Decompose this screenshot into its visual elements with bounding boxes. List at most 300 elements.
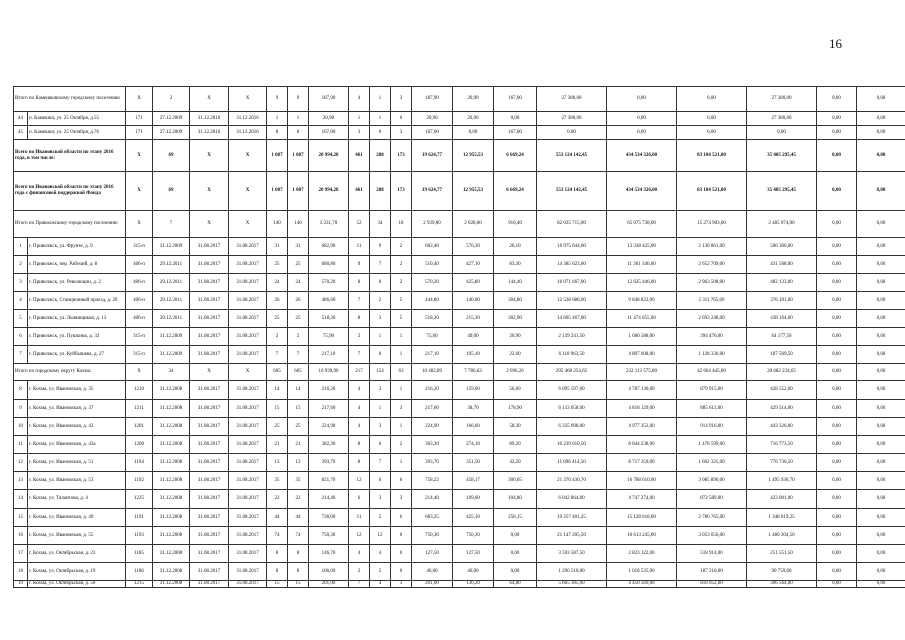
table-row bbox=[14, 454, 905, 472]
address-cell: г. Приволжск, ул. Куйбышева, д. 27 bbox=[28, 346, 126, 364]
value-cell: 16 071 667,00 bbox=[537, 274, 607, 292]
value-cell: 2 693 248,00 bbox=[677, 310, 747, 328]
value-cell: 0,00 bbox=[857, 126, 905, 140]
group-label-cell: Итого по городскому округу Кохма: bbox=[14, 364, 126, 381]
value-cell: 8 bbox=[288, 126, 309, 140]
value-cell: 910,40 bbox=[494, 211, 537, 238]
value-cell: 178,90 bbox=[494, 400, 537, 418]
value-cell: 56,60 bbox=[494, 381, 537, 400]
value-cell: 159,60 bbox=[453, 381, 494, 400]
value-cell: 13 338 425,00 bbox=[607, 238, 677, 256]
value-cell: 0,00 bbox=[817, 87, 857, 112]
value-cell: 0,00 bbox=[857, 418, 905, 436]
value-cell: 27.12.2009 bbox=[153, 126, 190, 140]
value-cell: 506 360,00 bbox=[747, 238, 817, 256]
value-cell: 0,00 bbox=[857, 328, 905, 346]
value-cell: 136,20 bbox=[453, 581, 494, 588]
value-cell: 31.08.2017 bbox=[190, 509, 229, 527]
value-cell: 15 bbox=[267, 581, 288, 588]
value-cell: 20 682 234,65 bbox=[747, 364, 817, 381]
value-cell: 31.08.2017 bbox=[190, 490, 229, 509]
value-cell: 2 bbox=[391, 256, 412, 274]
value-cell: 7 bbox=[267, 346, 288, 364]
value-cell: 3 231,70 bbox=[309, 211, 349, 238]
value-cell: 10 239 610,50 bbox=[537, 436, 607, 454]
value-cell: 1 087 bbox=[288, 140, 309, 172]
value-cell: 31.08.2017 bbox=[229, 581, 267, 588]
address-cell: г. Кохма, ул. Октябрьская, д. 23 bbox=[28, 545, 126, 563]
value-cell: 201,00 bbox=[309, 581, 349, 588]
value-cell: Х bbox=[190, 211, 229, 238]
value-cell: 0,00 bbox=[817, 400, 857, 418]
value-cell: 35 bbox=[267, 472, 288, 490]
value-cell: 0,00 bbox=[817, 292, 857, 310]
value-cell: 0,00 bbox=[817, 381, 857, 400]
address-cell: г. Приволжск, ул. Льнянщиков, д. 13 bbox=[28, 310, 126, 328]
value-cell: 288 bbox=[370, 140, 391, 172]
value-cell: 26 bbox=[288, 292, 309, 310]
value-cell: 31.08.2017 bbox=[229, 509, 267, 527]
value-cell: 0 bbox=[391, 112, 412, 126]
value-cell: 438 164,00 bbox=[747, 310, 817, 328]
value-cell: 224,90 bbox=[412, 418, 453, 436]
value-cell: 6 669,24 bbox=[494, 172, 537, 211]
value-cell: 31.08.2017 bbox=[229, 436, 267, 454]
value-cell: 0,00 bbox=[607, 126, 677, 140]
value-cell: 106,00 bbox=[309, 563, 349, 581]
value-cell: 11 bbox=[349, 509, 370, 527]
value-cell: 19 624,77 bbox=[412, 140, 453, 172]
value-cell: 7 786,63 bbox=[453, 364, 494, 381]
value-cell: 29.12.2011 bbox=[153, 256, 190, 274]
group-label-cell: Итого по Приволжскому городскому поселению bbox=[14, 211, 126, 238]
value-cell: 217,10 bbox=[309, 346, 349, 364]
value-cell: 46,00 bbox=[453, 563, 494, 581]
value-cell: 3 bbox=[370, 490, 391, 509]
value-cell: 776 730,50 bbox=[747, 454, 817, 472]
value-cell: 0,00 bbox=[817, 112, 857, 126]
value-cell: 31.12.2008 bbox=[153, 418, 190, 436]
value-cell: 2 bbox=[267, 328, 288, 346]
value-cell: 49,00 bbox=[453, 328, 494, 346]
value-cell: 31.12.2008 bbox=[153, 454, 190, 472]
value-cell: 31.08.2017 bbox=[229, 256, 267, 274]
value-cell: 140 bbox=[288, 211, 309, 238]
value-cell: 1186 bbox=[126, 563, 153, 581]
value-cell: Х bbox=[190, 140, 229, 172]
value-cell: 46,00 bbox=[412, 563, 453, 581]
value-cell: 482 133,00 bbox=[747, 274, 817, 292]
row-number-cell: 45 bbox=[14, 126, 28, 140]
value-cell: 31.08.2017 bbox=[190, 527, 229, 545]
address-cell: г. Приволжск, ул. Фрунзе, д. 9 bbox=[28, 238, 126, 256]
value-cell: 75,00 bbox=[412, 328, 453, 346]
value-cell: 9 bbox=[349, 256, 370, 274]
value-cell: 0,00 bbox=[817, 238, 857, 256]
value-cell: 167,00 bbox=[309, 126, 349, 140]
value-cell: 818 052,00 bbox=[677, 581, 747, 588]
value-cell: 1210 bbox=[126, 381, 153, 400]
value-cell: 0,00 bbox=[817, 418, 857, 436]
value-cell: 0 bbox=[370, 126, 391, 140]
value-cell: 393,70 bbox=[412, 454, 453, 472]
value-cell: 0,00 bbox=[857, 238, 905, 256]
value-cell: 428 552,00 bbox=[747, 381, 817, 400]
address-cell: г. Приволжск, пер. Рабочий, д. 8 bbox=[28, 256, 126, 274]
value-cell: 6 bbox=[370, 472, 391, 490]
value-cell: 0,00 bbox=[494, 527, 537, 545]
value-cell: 6 335 098,00 bbox=[537, 418, 607, 436]
address-cell: г. Приволжск, ул. Пушкина, д. 32 bbox=[28, 328, 126, 346]
value-cell: 2 bbox=[370, 563, 391, 581]
row-number-cell: 12 bbox=[14, 454, 28, 472]
value-cell: 1 bbox=[391, 328, 412, 346]
value-cell: 4 bbox=[349, 381, 370, 400]
value-cell: 2 963 508,00 bbox=[677, 274, 747, 292]
value-cell: 1191 bbox=[126, 509, 153, 527]
row-number-cell: 13 bbox=[14, 472, 28, 490]
value-cell: 11 301 346,00 bbox=[607, 256, 677, 274]
value-cell: 31.08.2017 bbox=[229, 400, 267, 418]
value-cell: 2 bbox=[153, 87, 190, 112]
value-cell: 21 bbox=[267, 436, 288, 454]
value-cell: 300,05 bbox=[494, 472, 537, 490]
value-cell: 605 bbox=[288, 364, 309, 381]
value-cell: 166,60 bbox=[453, 418, 494, 436]
value-cell: 15 bbox=[267, 400, 288, 418]
value-cell: 0,00 bbox=[857, 112, 905, 126]
value-cell: 171 bbox=[126, 126, 153, 140]
value-cell: 167,00 bbox=[412, 126, 453, 140]
value-cell: 44 bbox=[288, 509, 309, 527]
value-cell: 0,00 bbox=[494, 545, 537, 563]
value-cell: 3 085 890,00 bbox=[677, 472, 747, 490]
table-row bbox=[14, 436, 905, 454]
value-cell: 16 613 245,00 bbox=[607, 527, 677, 545]
value-cell: 31.12.2008 bbox=[153, 563, 190, 581]
value-cell: 127,50 bbox=[453, 545, 494, 563]
value-cell: 1201 bbox=[126, 418, 153, 436]
value-cell: 1194 bbox=[126, 454, 153, 472]
value-cell: 42 664 445,00 bbox=[677, 364, 747, 381]
value-cell: 25 bbox=[267, 310, 288, 328]
value-cell: 31.12.2008 bbox=[153, 472, 190, 490]
value-cell: 8 bbox=[288, 563, 309, 581]
table-row bbox=[14, 563, 905, 581]
value-cell: 201,00 bbox=[412, 581, 453, 588]
value-cell: 0,00 bbox=[857, 364, 905, 381]
value-cell: 16 975 644,00 bbox=[537, 238, 607, 256]
value-cell: 5 bbox=[370, 509, 391, 527]
value-cell: 2 bbox=[391, 274, 412, 292]
value-cell: 27.12.2009 bbox=[153, 112, 190, 126]
value-cell: 5 bbox=[391, 292, 412, 310]
value-cell: 0,00 bbox=[857, 292, 905, 310]
value-cell: 0,00 bbox=[817, 563, 857, 581]
group-label-cell: Итого по Камешковскому городскому поселению bbox=[14, 87, 126, 112]
value-cell: Х bbox=[229, 364, 267, 381]
value-cell: 10 482,89 bbox=[412, 364, 453, 381]
value-cell: Х bbox=[126, 87, 153, 112]
value-cell: 0 bbox=[391, 527, 412, 545]
value-cell: Х bbox=[126, 172, 153, 211]
value-cell: 3 bbox=[391, 400, 412, 418]
table-row bbox=[14, 418, 905, 436]
value-cell: 9 bbox=[370, 238, 391, 256]
value-cell: 0 bbox=[391, 545, 412, 563]
value-cell: Х bbox=[229, 87, 267, 112]
value-cell: 0,00 bbox=[817, 328, 857, 346]
value-cell: 2 696,26 bbox=[494, 364, 537, 381]
total-row bbox=[14, 140, 905, 172]
value-cell: 25 bbox=[267, 418, 288, 436]
address-cell: г. Приволжск, ул. Революции, д. 2 bbox=[28, 274, 126, 292]
address-cell: п. Камешки, ул. 25 Октября, д.76 bbox=[28, 126, 126, 140]
value-cell: 27 380,00 bbox=[537, 87, 607, 112]
value-cell: 3 593 587,50 bbox=[537, 545, 607, 563]
value-cell: 7 bbox=[288, 346, 309, 364]
value-cell: 31.08.2017 bbox=[229, 292, 267, 310]
value-cell: 31.08.2017 bbox=[190, 328, 229, 346]
value-cell: 140,00 bbox=[453, 292, 494, 310]
value-cell: 12 955,53 bbox=[453, 172, 494, 211]
value-cell: 104,80 bbox=[494, 490, 537, 509]
value-cell: 20,90 bbox=[453, 87, 494, 112]
value-cell: 9 bbox=[267, 87, 288, 112]
value-cell: 576,30 bbox=[453, 238, 494, 256]
value-cell: 1193 bbox=[126, 527, 153, 545]
value-cell: 1 bbox=[391, 418, 412, 436]
value-cell: 20,90 bbox=[453, 112, 494, 126]
address-cell: г. Кохма, ул. Октябрьская, д. 50 bbox=[28, 581, 126, 588]
value-cell: 1192 bbox=[126, 472, 153, 490]
value-cell: 187 569,50 bbox=[747, 346, 817, 364]
address-cell: г. Кохма, ул. Ивановская, д. 35 bbox=[28, 381, 126, 400]
value-cell: 382,30 bbox=[309, 436, 349, 454]
value-cell: 3 bbox=[370, 310, 391, 328]
value-cell: Х bbox=[126, 364, 153, 381]
value-cell: 63 bbox=[391, 364, 412, 381]
value-cell: 31.08.2017 bbox=[190, 545, 229, 563]
value-cell: 31.08.2017 bbox=[190, 256, 229, 274]
value-cell: 29.12.2011 bbox=[153, 274, 190, 292]
value-cell: 31.08.2017 bbox=[190, 436, 229, 454]
value-cell: 31.08.2017 bbox=[190, 292, 229, 310]
table-row bbox=[14, 238, 905, 256]
row-number-cell: 9 bbox=[14, 400, 28, 418]
value-cell: 602,40 bbox=[412, 238, 453, 256]
value-cell: 394 476,00 bbox=[677, 328, 747, 346]
value-cell: 187,90 bbox=[412, 87, 453, 112]
value-cell: 0,00 bbox=[857, 211, 905, 238]
row-number-cell: 14 bbox=[14, 490, 28, 509]
row-number-cell: 5 bbox=[14, 310, 28, 328]
value-cell: 2 bbox=[391, 238, 412, 256]
value-cell: 31.08.2017 bbox=[190, 238, 229, 256]
value-cell: 683,25 bbox=[412, 509, 453, 527]
value-cell: 8 bbox=[267, 563, 288, 581]
value-cell: 4 bbox=[349, 545, 370, 563]
value-cell: 393,70 bbox=[309, 454, 349, 472]
value-cell: 0,00 bbox=[537, 126, 607, 140]
value-cell: 0,00 bbox=[817, 364, 857, 381]
table-row bbox=[14, 328, 905, 346]
subtotal-row bbox=[14, 364, 905, 381]
value-cell: 82 035 715,00 bbox=[537, 211, 607, 238]
value-cell: 605 bbox=[267, 364, 288, 381]
value-cell: 0,00 bbox=[747, 126, 817, 140]
value-cell: 302,90 bbox=[494, 310, 537, 328]
value-cell: 510,40 bbox=[412, 256, 453, 274]
value-cell: 5 bbox=[391, 310, 412, 328]
value-cell: 31.12.2009 bbox=[153, 346, 190, 364]
row-number-cell: 16 bbox=[14, 527, 28, 545]
address-cell: г. Кохма, ул. Ивановская, д. 37 bbox=[28, 400, 126, 418]
value-cell: 5 665 185,00 bbox=[537, 581, 607, 588]
value-cell: 6 042 864,00 bbox=[537, 490, 607, 509]
row-number-cell: 15 bbox=[14, 509, 28, 527]
value-cell: 31.12.2008 bbox=[153, 581, 190, 588]
value-cell: 1 495 930,70 bbox=[747, 472, 817, 490]
value-cell: 31.08.2017 bbox=[229, 472, 267, 490]
value-cell: 140 bbox=[267, 211, 288, 238]
value-cell: 1 bbox=[370, 400, 391, 418]
value-cell: 1 480 304,50 bbox=[747, 527, 817, 545]
value-cell: 232 113 575,00 bbox=[607, 364, 677, 381]
value-cell: 7 bbox=[349, 292, 370, 310]
value-cell: 716 773,50 bbox=[747, 436, 817, 454]
value-cell: 2 485 074,00 bbox=[747, 211, 817, 238]
row-number-cell: 19 bbox=[14, 581, 28, 588]
value-cell: 570,20 bbox=[412, 274, 453, 292]
value-cell: 8 044 238,00 bbox=[607, 436, 677, 454]
total-row bbox=[14, 172, 905, 211]
table-row bbox=[14, 256, 905, 274]
value-cell: 21 370 430,70 bbox=[537, 472, 607, 490]
value-cell: 7 bbox=[349, 581, 370, 588]
row-number-cell: 1 bbox=[14, 238, 28, 256]
value-cell: 35 405 295,45 bbox=[747, 172, 817, 211]
value-cell: 425,10 bbox=[453, 509, 494, 527]
value-cell: 444,80 bbox=[412, 292, 453, 310]
value-cell: 0,00 bbox=[857, 545, 905, 563]
value-cell: 0,00 bbox=[817, 346, 857, 364]
value-cell: 31.08.2017 bbox=[229, 490, 267, 509]
value-cell: 31.12.2009 bbox=[153, 238, 190, 256]
value-cell: 25 bbox=[288, 256, 309, 274]
row-number-cell: 18 bbox=[14, 563, 28, 581]
value-cell: 83 184 521,00 bbox=[677, 140, 747, 172]
value-cell: 425,80 bbox=[453, 274, 494, 292]
value-cell: 8 bbox=[349, 454, 370, 472]
value-cell: 31.08.2017 bbox=[190, 381, 229, 400]
value-cell: 0,00 bbox=[857, 436, 905, 454]
value-cell: 1 bbox=[391, 346, 412, 364]
value-cell: 682,90 bbox=[309, 238, 349, 256]
value-cell: Х bbox=[229, 172, 267, 211]
value-cell: 1 087 bbox=[288, 172, 309, 211]
value-cell: 406-п bbox=[126, 292, 153, 310]
value-cell: 15 274 903,00 bbox=[677, 211, 747, 238]
value-cell: 187 216,00 bbox=[677, 563, 747, 581]
value-cell: 173 bbox=[391, 172, 412, 211]
value-cell: 315-п bbox=[126, 238, 153, 256]
value-cell: 6 118 963,50 bbox=[537, 346, 607, 364]
value-cell: 429 314,00 bbox=[747, 400, 817, 418]
value-cell: 396 564,00 bbox=[747, 581, 817, 588]
value-cell: 4 807 608,00 bbox=[607, 346, 677, 364]
value-cell: 0,00 bbox=[817, 211, 857, 238]
value-cell: 31.08.2017 bbox=[229, 238, 267, 256]
value-cell: 288 bbox=[370, 172, 391, 211]
value-cell: 22 bbox=[267, 490, 288, 509]
value-cell: 570,20 bbox=[309, 274, 349, 292]
value-cell: 750,30 bbox=[412, 527, 453, 545]
value-cell: 0,00 bbox=[817, 509, 857, 527]
value-cell: 0,00 bbox=[857, 509, 905, 527]
row-number-cell: 44 bbox=[14, 112, 28, 126]
value-cell: 26 bbox=[267, 292, 288, 310]
row-number-cell: 6 bbox=[14, 328, 28, 346]
value-cell: 34 bbox=[370, 211, 391, 238]
value-cell: 195,10 bbox=[453, 346, 494, 364]
value-cell: 3 bbox=[391, 126, 412, 140]
value-cell: 0,00 bbox=[607, 87, 677, 112]
row-number-cell: 7 bbox=[14, 346, 28, 364]
value-cell: 29.12.2011 bbox=[153, 292, 190, 310]
row-number-cell: 2 bbox=[14, 256, 28, 274]
value-cell: 1 bbox=[288, 112, 309, 126]
value-cell: 31.08.2017 bbox=[229, 274, 267, 292]
table-row bbox=[14, 400, 905, 418]
value-cell: 274,10 bbox=[453, 436, 494, 454]
address-cell: г. Кохма, ул. Ивановская, д. 43а bbox=[28, 436, 126, 454]
value-cell: Х bbox=[190, 87, 229, 112]
value-cell: 518 914,00 bbox=[677, 545, 747, 563]
value-cell: 7 bbox=[370, 454, 391, 472]
value-cell: 224,90 bbox=[309, 418, 349, 436]
value-cell: 1 bbox=[391, 454, 412, 472]
value-cell: 69 bbox=[153, 172, 190, 211]
value-cell: 0,00 bbox=[857, 274, 905, 292]
value-cell: 31.12.2008 bbox=[153, 436, 190, 454]
value-cell: 15 bbox=[288, 400, 309, 418]
value-cell: 0,00 bbox=[857, 472, 905, 490]
table-row bbox=[14, 527, 905, 545]
value-cell: 83,30 bbox=[494, 256, 537, 274]
value-cell: 20,90 bbox=[309, 112, 349, 126]
value-cell: 6 669,24 bbox=[494, 140, 537, 172]
value-cell: 821,70 bbox=[309, 472, 349, 490]
row-number-cell: 17 bbox=[14, 545, 28, 563]
value-cell: 12 bbox=[349, 472, 370, 490]
value-cell: 4 bbox=[370, 581, 391, 588]
value-cell: 0,00 bbox=[607, 112, 677, 126]
value-cell: 363,30 bbox=[412, 436, 453, 454]
value-cell: 31.12.2016 bbox=[190, 112, 229, 126]
value-cell: 0,00 bbox=[677, 112, 747, 126]
value-cell: 35 bbox=[288, 472, 309, 490]
address-cell: г. Кохма, ул. Ивановская, д. 53 bbox=[28, 472, 126, 490]
value-cell: 0,00 bbox=[817, 310, 857, 328]
address-cell: г. Кохма, ул. Ивановская, д. 51 bbox=[28, 454, 126, 472]
value-cell: 518,20 bbox=[309, 310, 349, 328]
value-cell: 7 bbox=[349, 346, 370, 364]
value-cell: 31.08.2017 bbox=[229, 527, 267, 545]
value-cell: 736,00 bbox=[309, 509, 349, 527]
value-cell: 74 bbox=[267, 527, 288, 545]
subtotal-row bbox=[14, 87, 905, 112]
